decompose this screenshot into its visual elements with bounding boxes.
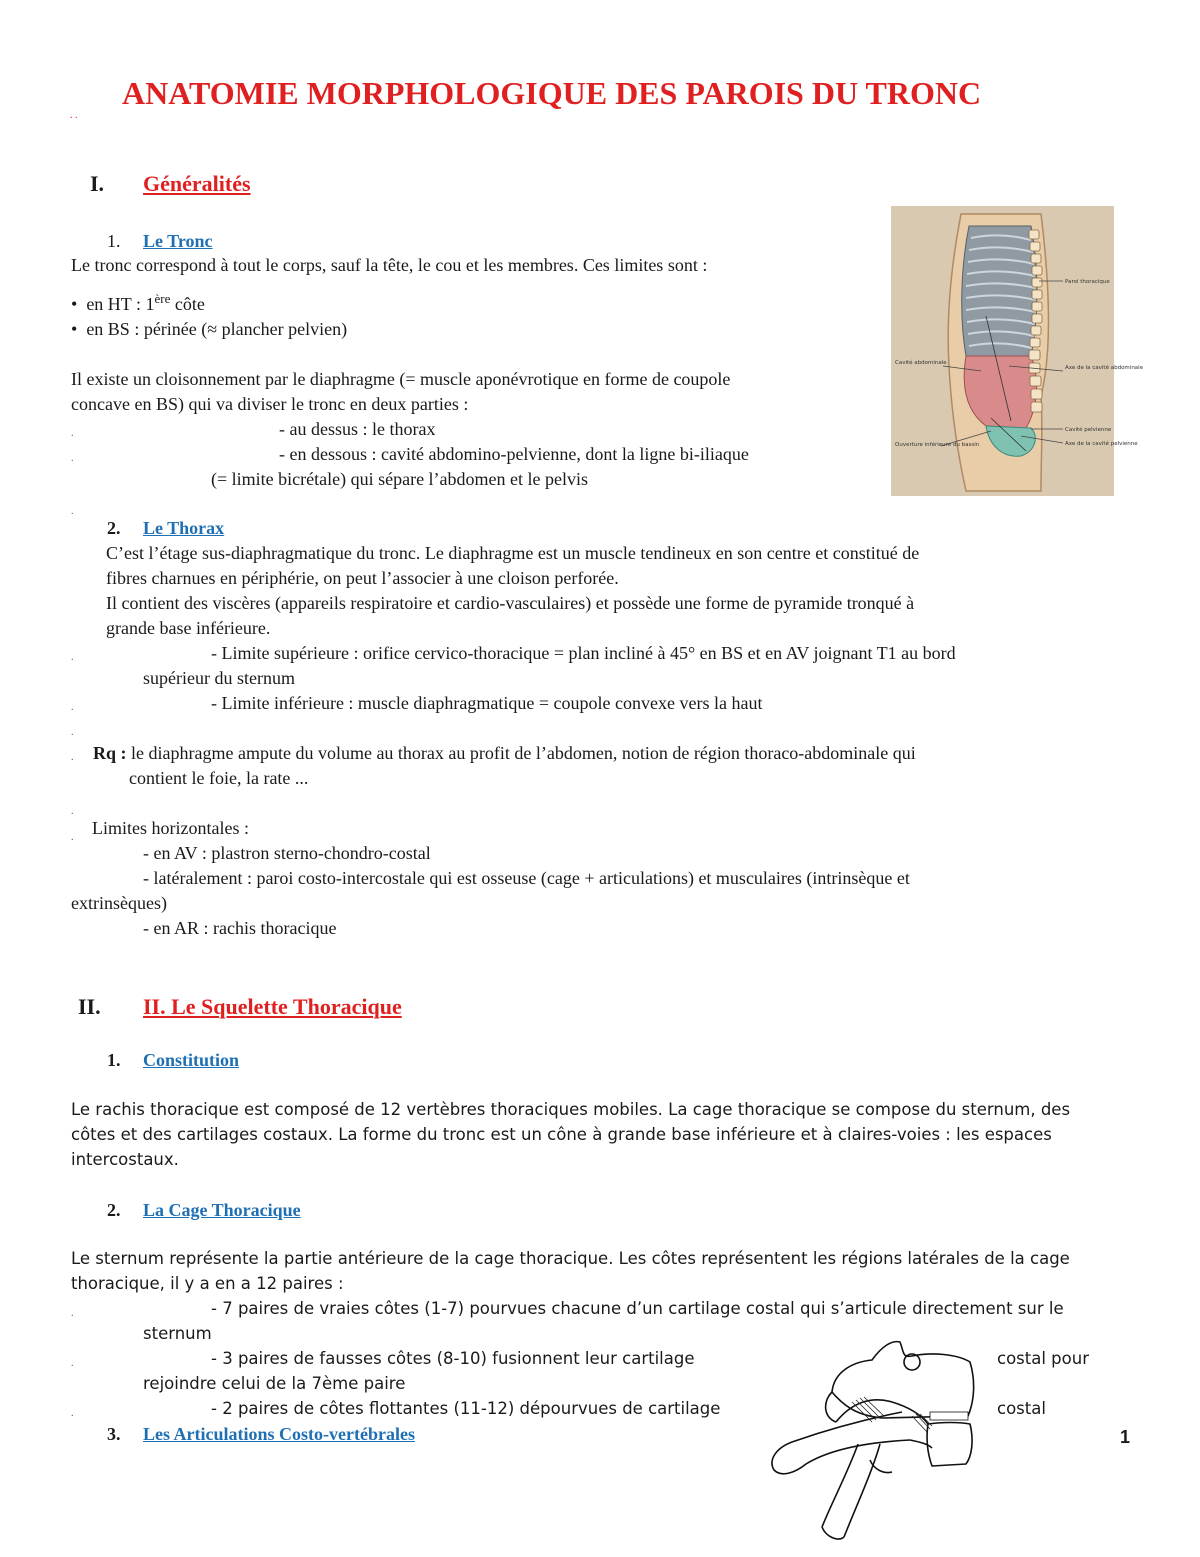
- subsection-heading: Le Tronc: [143, 231, 213, 251]
- dash-item-continued: rejoindre celui de la 7ème paire: [143, 1374, 406, 1393]
- paragraph-line: côtes et des cartilages costaux. La forme du tronc est un cône à grande base inférieure et à claires-voies : les espaces: [71, 1125, 1052, 1144]
- section-heading: Généralités: [143, 171, 251, 196]
- dash-item: - Limite inférieure : muscle diaphragmatique = coupole convexe vers la haut: [211, 693, 763, 713]
- margin-dot: .: [71, 806, 74, 817]
- subsection-heading: La Cage Thoracique: [143, 1200, 301, 1220]
- subsection-number: 2.: [107, 518, 121, 538]
- dash-item: - 2 paires de côtes flottantes (11-12) dépourvues de cartilage: [211, 1399, 721, 1418]
- paragraph-line: Le tronc correspond à tout le corps, sauf la tête, le cou et les membres. Ces limites sont :: [71, 255, 708, 275]
- dash-item-right: costal: [997, 1399, 1046, 1418]
- subsection-number: 2.: [107, 1200, 121, 1220]
- margin-dot: .: [71, 506, 74, 517]
- section-number: I.: [90, 171, 105, 196]
- paragraph-line: fibres charnues en périphérie, on peut l’associer à une cloison perforée.: [106, 568, 619, 588]
- dash-item-right: costal pour: [997, 1349, 1089, 1368]
- subsection-number: 3.: [107, 1424, 121, 1444]
- vertebra-rib-drawing: [762, 1332, 984, 1552]
- section-number: II.: [78, 994, 101, 1019]
- paragraph-line: intercostaux.: [71, 1150, 179, 1169]
- dash-item: - 3 paires de fausses côtes (8-10) fusionnent leur cartilage: [211, 1349, 695, 1368]
- figure-label: Axe de la cavité abdominale: [1065, 365, 1144, 371]
- trunk-anatomy-figure: [891, 206, 1144, 496]
- dash-item: - latéralement : paroi costo-intercostale qui est osseuse (cage + articulations) et musculaires (intrinsèque et: [143, 868, 910, 888]
- bullet-symbol: •: [71, 294, 78, 314]
- margin-dot: .: [71, 752, 74, 763]
- paragraph-line: Il existe un cloisonnement par le diaphragme (= muscle aponévrotique en forme de coupole: [71, 369, 731, 389]
- bullet-item: • en BS : périnée (≈ plancher pelvien): [71, 319, 348, 339]
- paragraph-line: Limites horizontales :: [92, 818, 249, 838]
- paragraph-line: Le rachis thoracique est composé de 12 vertèbres thoraciques mobiles. La cage thoracique se compose du sternum, des: [71, 1100, 1071, 1119]
- paragraph-line: Il contient des viscères (appareils respiratoire et cardio-vasculaires) et possède une forme de pyramide tronqué à: [106, 593, 915, 613]
- subsection-number: 1.: [107, 1050, 121, 1070]
- margin-dot: .: [71, 1358, 74, 1369]
- page-number: 1: [1120, 1427, 1131, 1447]
- dash-item-continued: sternum: [143, 1324, 212, 1343]
- paragraph-line: C’est l’étage sus-diaphragmatique du tronc. Le diaphragme est un muscle tendineux en son centre et constitué de: [106, 543, 920, 563]
- margin-dot: .: [71, 428, 74, 439]
- margin-dot: .: [71, 727, 74, 738]
- margin-dot: .: [71, 702, 74, 713]
- bullet-symbol: •: [71, 319, 78, 339]
- figure-label: Axe de la cavité pelvienne: [1065, 441, 1138, 447]
- dash-item-continued: supérieur du sternum: [143, 668, 295, 688]
- subsection-heading: Les Articulations Costo-vertébrales: [143, 1424, 415, 1444]
- figure-label: Paroi thoracique: [1065, 279, 1110, 285]
- margin-dot: .: [71, 832, 74, 843]
- trunk-anatomy-illustration: [891, 206, 1144, 496]
- margin-mark: . .: [70, 110, 78, 121]
- dash-item: - en AV : plastron sterno-chondro-costal: [143, 843, 431, 863]
- section-heading: II. Le Squelette Thoracique: [143, 994, 402, 1019]
- margin-dot: .: [71, 1308, 74, 1319]
- subsection-heading: Constitution: [143, 1050, 240, 1070]
- paragraph-line: grande base inférieure.: [106, 618, 271, 638]
- dash-item-continued: extrinsèques): [71, 893, 167, 913]
- paragraph-line: thoracique, il y a en a 12 paires :: [71, 1274, 344, 1293]
- figure-label: Cavité pelvienne: [1065, 427, 1112, 433]
- remark-label: Rq :: [93, 743, 127, 763]
- margin-dot: .: [71, 652, 74, 663]
- subsection-number: 1.: [107, 231, 121, 251]
- dash-item-continued: (= limite bicrétale) qui sépare l’abdomen et le pelvis: [211, 469, 589, 489]
- dash-item: - 7 paires de vraies côtes (1-7) pourvues chacune d’un cartilage costal qui s’articule directement sur le: [211, 1299, 1064, 1318]
- remark-line: Rq : le diaphragme ampute du volume au thorax au profit de l’abdomen, notion de région thoraco-abdominale qui: [93, 743, 916, 763]
- bullet-item: • en HT : 1ère côte: [71, 291, 205, 314]
- margin-dot: .: [71, 1408, 74, 1419]
- page-title: ANATOMIE MORPHOLOGIQUE DES PAROIS DU TRONC: [122, 75, 982, 111]
- paragraph-line: Le sternum représente la partie antérieure de la cage thoracique. Les côtes représentent les régions latérales de la cage: [71, 1249, 1070, 1268]
- remark-continued: contient le foie, la rate ...: [129, 768, 309, 788]
- dash-item: - en dessous : cavité abdomino-pelvienne, dont la ligne bi-iliaque: [279, 444, 749, 464]
- dash-item: - en AR : rachis thoracique: [143, 918, 337, 938]
- costovertebral-figure: [762, 1332, 984, 1552]
- paragraph-line: concave en BS) qui va diviser le tronc en deux parties :: [71, 394, 469, 414]
- figure-label: Ouverture inférieure du bassin: [895, 442, 980, 448]
- figure-label: Cavité abdominale: [895, 360, 947, 366]
- subsection-heading: Le Thorax: [143, 518, 225, 538]
- dash-item: - au dessus : le thorax: [279, 419, 436, 439]
- dash-item: - Limite supérieure : orifice cervico-thoracique = plan incliné à 45° en BS et en AV joignant T1 au bord: [211, 643, 956, 663]
- margin-dot: .: [71, 453, 74, 464]
